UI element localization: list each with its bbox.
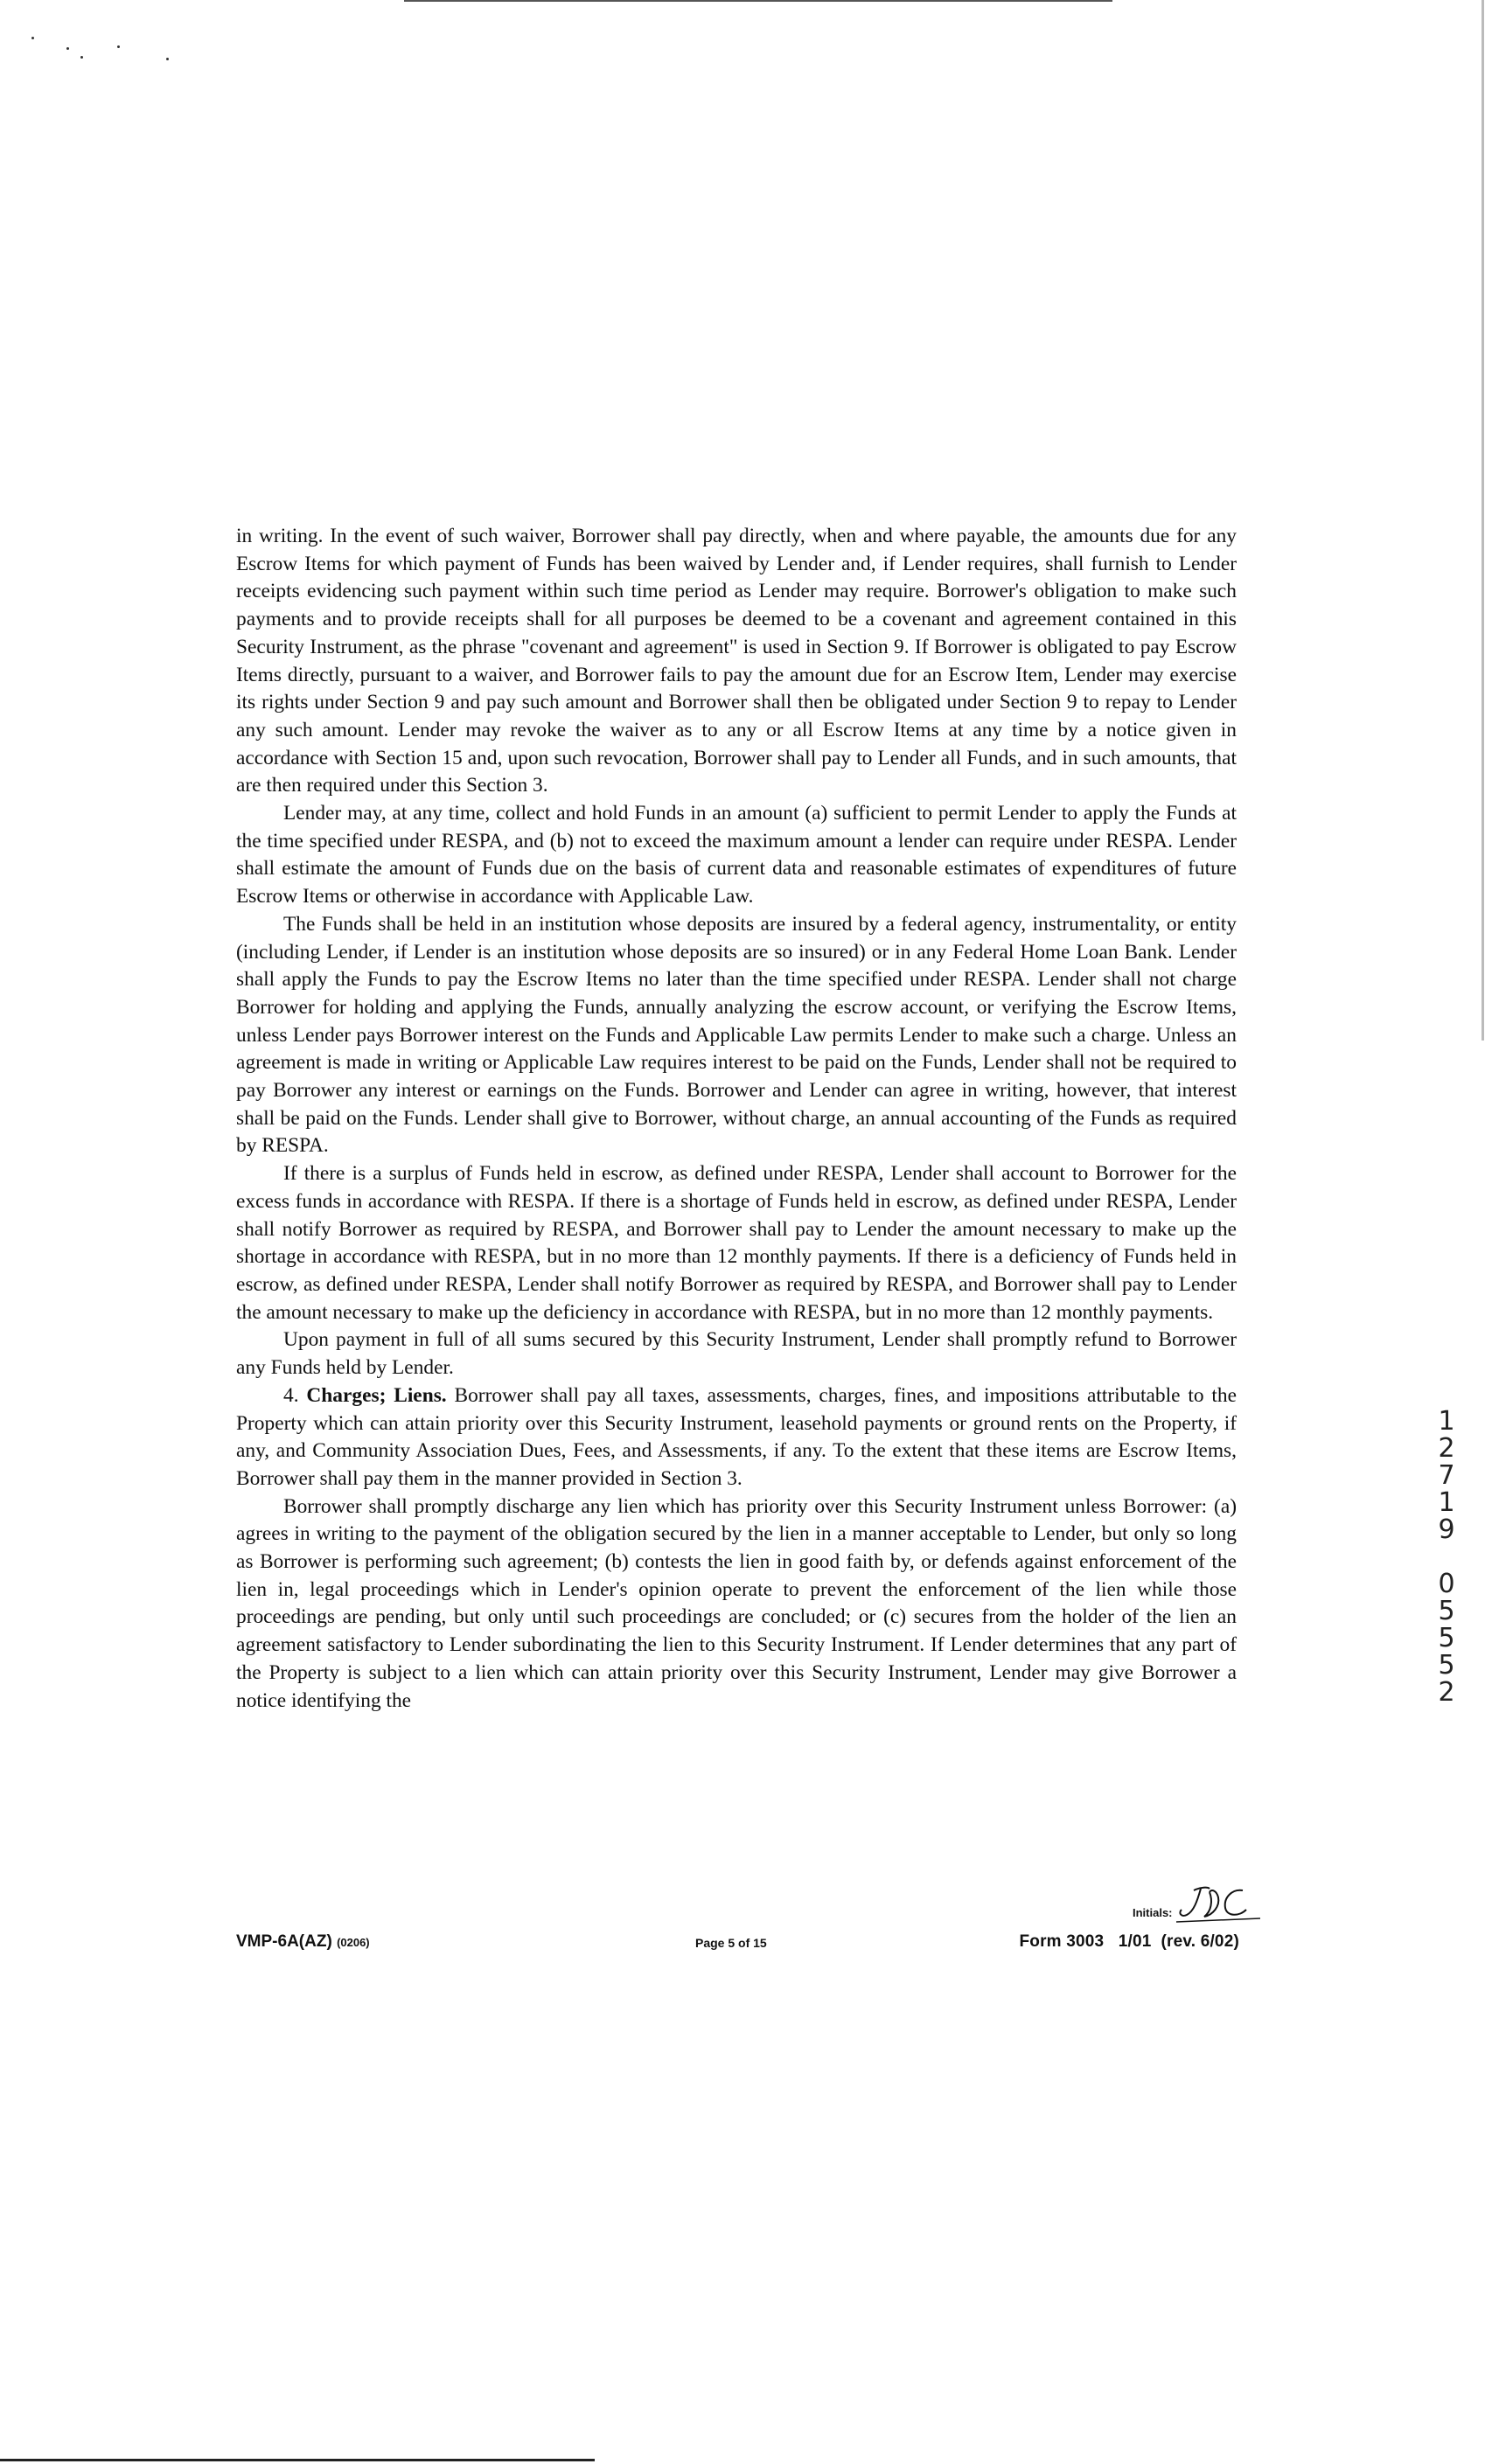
paragraph-surplus-shortage: If there is a surplus of Funds held in escrow, as defined under RESPA, Lender shall account to Borrower for the excess funds in accordance with RESPA. If there is a shortage of Funds held in escrow, as defined under RESPA, Lender shall notify Borrower as required by RESPA, and Borrower shall pay to Lender the amount necessary to make up the shortage in accordance with RESPA, but in no more than 12 monthly payments. If there is a deficiency of Funds held in escrow, as defined under RESPA, Lender shall notify Borrower as required by RESPA, and Borrower shall pay to Lender the amount necessary to make up the deficiency in accordance with RESPA, but in no more than 12 monthly payments. [236, 1162, 1237, 1324]
initials-signature [1175, 1883, 1262, 1924]
form-number: Form 3003 1/01 (rev. 6/02) [1019, 1932, 1239, 1951]
stamp-digit: 5 [1438, 1596, 1455, 1626]
scan-specks [26, 35, 184, 70]
section-heading: Charges; Liens. [306, 1383, 447, 1407]
stamp-digit: 2 [1438, 1433, 1455, 1464]
stamp-digit: 2 [1438, 1677, 1455, 1708]
form-id [236, 1932, 370, 1952]
paragraph-waiver-continued: in writing. In the event of such waiver, Borrower shall pay directly, when and where payable, the amounts due for any Escrow Items for which payment of Funds has been waived by Lender and, if Lender requires, shall furnish to Lender receipts evidencing such payment within such time period as Lender may require. Borrower's obligation to make such payments and to provide receipts shall for all purposes be deemed to be a covenant and agreement contained in this Security Instrument, as the phrase "covenant and agreement" is used in Section 9. If Borrower is obligated to pay Escrow Items directly, pursuant to a waiver, and Borrower fails to pay the amount due for an Escrow Item, Lender may exercise its rights under Section 9 and pay such amount and Borrower shall then be obligated under Section 9 to repay to Lender any such amount. Lender may revoke the waiver as to any or all Escrow Items at any time by a notice given in accordance with Section 15 and, upon such revocation, Borrower shall pay to Lender all Funds, and in such amounts, that are then required under this Section 3. [236, 525, 1237, 797]
page-number: Page 5 of 15 [695, 1936, 767, 1950]
stamp-digit: 1 [1438, 1487, 1455, 1518]
scan-right-edge-shadow [1482, 0, 1484, 1041]
scan-top-edge-line [404, 0, 1112, 2]
stamp-digit: 7 [1438, 1460, 1455, 1491]
stamp-digit: 5 [1438, 1623, 1455, 1653]
paragraph-refund: Upon payment in full of all sums secured by this Security Instrument, Lender shall promptly refund to Borrower any Funds held by Lender. [236, 1328, 1237, 1380]
section-text: Borrower shall pay all taxes, assessments, charges, fines, and impositions attributable to the Property which can attain priority over this Security Instrument, leasehold payments or ground rents on the Property, if any, and Community Association Dues, Fees, and Assessments, if any. To the extent that these items are Escrow Items, Borrower shall pay them in the manner provided in Section 3. [236, 1383, 1237, 1490]
form-code: (0206) [337, 1936, 370, 1949]
paragraph-discharge-lien: Borrower shall promptly discharge any lien which has priority over this Security Instrument unless Borrower: (a) agrees in writing to the payment of the obligation secured by the lien in a manner acceptable to Lender, but only so long as Borrower is performing such agreement; (b) contests the lien in good faith by, or defends against enforcement of the lien in, legal proceedings which in Lender's opinion operate to prevent the enforcement of the lien while those proceedings are pending, but only until such proceedings are concluded; or (c) secures from the holder of the lien an agreement satisfactory to Lender subordinating the lien to this Security Instrument. If Lender determines that any part of the Property is subject to a lien which can attain priority over this Security Instrument, Lender may give Borrower a notice identifying the [236, 1494, 1237, 1712]
page-footer [236, 1906, 1242, 1967]
stamp-digit: 1 [1438, 1406, 1455, 1437]
stamp-digit: 9 [1438, 1514, 1455, 1545]
form-id-text: VMP-6A(AZ) [236, 1932, 332, 1951]
recording-stamp [1429, 1408, 1464, 1706]
stamp-digit: 0 [1438, 1569, 1455, 1599]
initials-label: Initials: [1133, 1906, 1173, 1919]
scan-bottom-edge-line [0, 2459, 595, 2461]
stamp-digit: 5 [1438, 1650, 1455, 1681]
paragraph-funds-held: The Funds shall be held in an institution whose deposits are insured by a federal agency, instrumentality, or entity (including Lender, if Lender is an institution whose deposits are so insured) or in any Federal Home Loan Bank. Lender shall apply the Funds to pay the Escrow Items no later than the time specified under RESPA. Lender shall not charge Borrower for holding and applying the Funds, annually analyzing the escrow account, or verifying the Escrow Items, unless Lender pays Borrower interest on the Funds and Applicable Law permits Lender to make such a charge. Unless an agreement is made in writing or Applicable Law requires interest to be paid on the Funds, Lender shall not be required to pay Borrower any interest or earnings on the Funds. Borrower and Lender can agree in writing, however, that interest shall be paid on the Funds. Lender shall give to Borrower, without charge, an annual accounting of the Funds as required by RESPA. [236, 912, 1237, 1158]
paragraph-lender-collect-funds: Lender may, at any time, collect and hold Funds in an amount (a) sufficient to permit Lender to apply the Funds at the time specified under RESPA, and (b) not to exceed the maximum amount a lender can require under RESPA. Lender shall estimate the amount of Funds due on the basis of current data and reasonable estimates of expenditures of future Escrow Items or otherwise in accordance with Applicable Law. [236, 802, 1237, 908]
document-body [236, 523, 1237, 1715]
section-4-charges-liens [236, 1382, 1237, 1493]
section-number: 4. [283, 1383, 299, 1407]
